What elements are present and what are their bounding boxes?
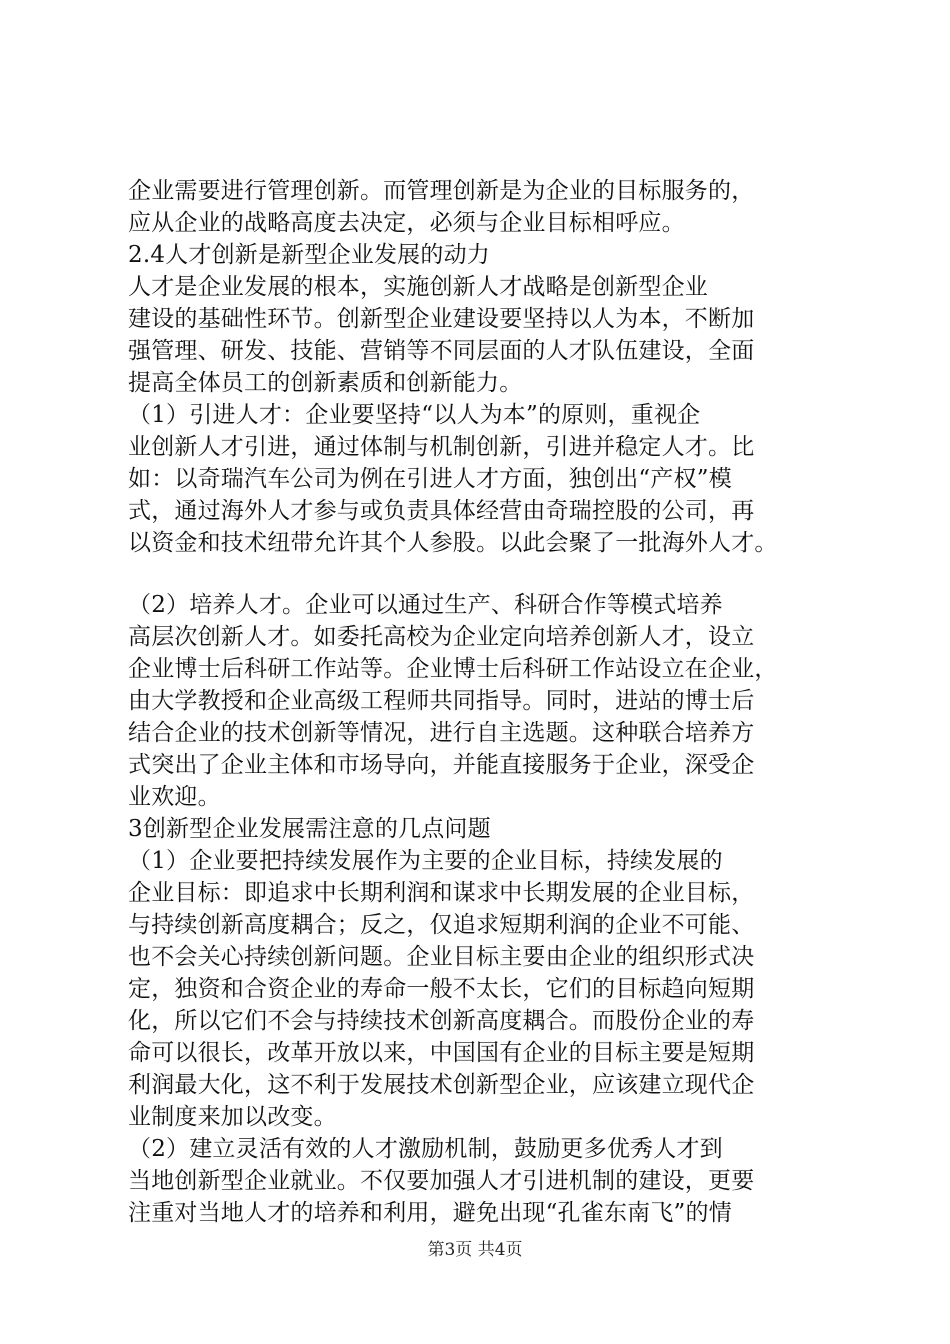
text-line: 企业目标：即追求中长期利润和谋求中长期发展的企业目标， [128,880,755,906]
page-number: 第3页 共4页 [427,1240,523,1260]
text-line: 当地创新型企业就业。不仅要加强人才引进机制的建设，更要 [128,1168,755,1194]
text-line: 结合企业的技术创新等情况，进行自主选题。这种联合培养方 [128,720,755,746]
section-heading: 3创新型企业发展需注意的几点问题 [128,816,491,842]
text-line: 如：以奇瑞汽车公司为例在引进人才方面，独创出“产权”模 [128,466,732,492]
text-line: （2）建立灵活有效的人才激励机制，鼓励更多优秀人才到 [128,1136,723,1162]
text-line: 式突出了企业主体和市场导向，并能直接服务于企业，深受企 [128,752,755,778]
text-line: 应从企业的战略高度去决定，必须与企业目标相呼应。 [128,210,685,236]
text-line: 定，独资和合资企业的寿命一般不太长，它们的目标趋向短期 [128,976,755,1002]
text-line: 与持续创新高度耦合；反之，仅追求短期利润的企业不可能、 [128,912,755,938]
text-line: 式，通过海外人才参与或负责具体经营由奇瑞控股的公司，再 [128,498,755,524]
text-line: 提高全体员工的创新素质和创新能力。 [128,370,523,396]
text-line: 由大学教授和企业高级工程师共同指导。同时，进站的博士后 [128,688,755,714]
text-line: 化，所以它们不会与持续技术创新高度耦合。而股份企业的寿 [128,1008,755,1034]
text-line: （2）培养人才。企业可以通过生产、科研合作等模式培养 [128,592,723,618]
section-heading: 2.4人才创新是新型企业发展的动力 [128,242,490,268]
text-line: （1）企业要把持续发展作为主要的企业目标，持续发展的 [128,848,723,874]
text-line: 企业博士后科研工作站等。企业博士后科研工作站设立在企业， [128,656,778,682]
text-line: 企业需要进行管理创新。而管理创新是为企业的目标服务的， [128,178,755,204]
text-line: 业欢迎。 [128,784,221,810]
text-line: 人才是企业发展的根本，实施创新人才战略是创新型企业 [128,274,708,300]
text-line: 高层次创新人才。如委托高校为企业定向培养创新人才，设立 [128,624,755,650]
text-line: 业创新人才引进，通过体制与机制创新，引进并稳定人才。比 [128,434,755,460]
text-line: 建设的基础性环节。创新型企业建设要坚持以人为本，不断加 [128,306,755,332]
page-footer [0,1238,950,1262]
text-line: 命可以很长，改革开放以来，中国国有企业的目标主要是短期 [128,1040,755,1066]
document-body [128,175,840,1229]
text-line: 强管理、研发、技能、营销等不同层面的人才队伍建设，全面 [128,338,755,364]
text-line: 利润最大化，这不利于发展技术创新型企业，应该建立现代企 [128,1072,755,1098]
text-line: 业制度来加以改变。 [128,1104,337,1130]
text-line: 以资金和技术纽带允许其个人参股。以此会聚了一批海外人才。 [128,530,778,556]
paragraph-gap [128,559,840,589]
text-line: （1）引进人才：企业要坚持“以人为本”的原则，重视企 [128,402,701,428]
text-line: 注重对当地人才的培养和利用，避免出现“孔雀东南飞”的情 [128,1200,732,1226]
text-line: 也不会关心持续创新问题。企业目标主要由企业的组织形式决 [128,944,755,970]
